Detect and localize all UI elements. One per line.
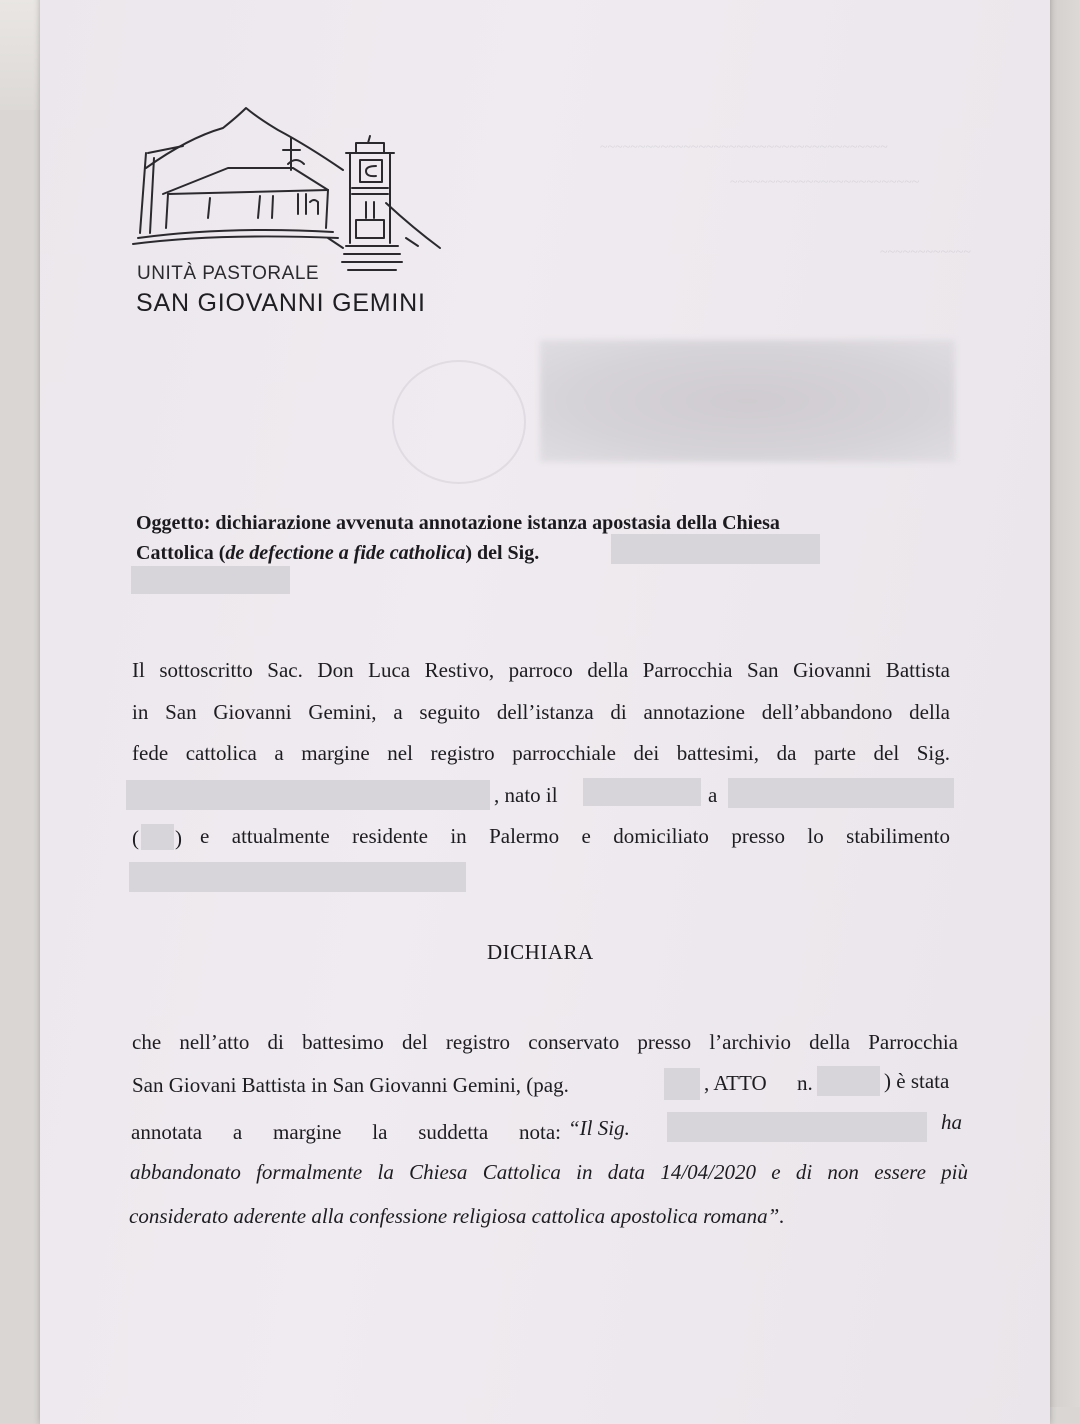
subject-line-2: Cattolica (de defectione a fide catholica) del Sig.	[136, 542, 540, 564]
redacted-name	[126, 780, 490, 810]
body-paren-open: (	[132, 826, 139, 850]
logo-line-parish-name: SAN GIOVANNI GEMINI	[136, 289, 426, 317]
body-line-1: Il sottoscritto Sac. Don Luca Restivo, parroco della Parrocchia San Giovanni Battista	[132, 658, 950, 682]
declaration-n: n.	[797, 1071, 813, 1095]
redacted-address-block	[540, 340, 955, 462]
body-line-2: in San Giovanni Gemini, a seguito dell’istanza di annotazione dell’abbandono della	[132, 700, 950, 724]
redacted-page-number	[664, 1068, 700, 1100]
show-through-text: ~~~~~~~~~~~~~~~~~~~~~~~~~	[730, 175, 920, 190]
subject-latin-phrase: de defectione a fide catholica	[225, 542, 466, 564]
redacted-birth-date	[583, 778, 701, 806]
redacted-province	[141, 824, 174, 850]
body-line-5: e attualmente residente in Palermo e domiciliato presso lo stabilimento	[200, 824, 950, 848]
declaration-line-2a: San Giovani Battista in San Giovanni Gemini, (pag.	[132, 1073, 569, 1097]
declaration-ha: ha	[941, 1110, 962, 1134]
body-paren-close: )	[175, 826, 182, 850]
show-through-text: ~~~~~~~~~~~~~~~~~~~~~~~~~~~~~~~~~~~~~~	[600, 140, 888, 155]
subject-line-1: Oggetto: dichiarazione avvenuta annotazione istanza apostasia della Chiesa	[136, 512, 780, 534]
declaration-atto: , ATTO	[704, 1071, 767, 1095]
redacted-establishment	[129, 862, 466, 892]
declaration-quote-start: “Il Sig.	[568, 1116, 630, 1140]
faint-stamp	[392, 360, 526, 484]
redacted-name	[667, 1112, 927, 1142]
body-line-3: fede cattolica a margine nel registro parrocchiale dei battesimi, da parte del Sig.	[132, 741, 950, 765]
redacted-birth-place	[728, 778, 954, 808]
body-a: a	[708, 783, 718, 807]
declaration-heading: DICHIARA	[487, 940, 594, 964]
declaration-e-stata: ) è stata	[884, 1069, 950, 1093]
redacted-act-number	[817, 1066, 880, 1096]
declaration-line-5: considerato aderente alla confessione religiosa cattolica apostolica romana”.	[129, 1204, 785, 1228]
declaration-line-4: abbandonato formalmente la Chiesa Cattolica in data 14/04/2020 e di non essere più	[130, 1160, 968, 1184]
declaration-line-1: che nell’atto di battesimo del registro conservato presso l’archivio della Parrocchia	[132, 1030, 958, 1054]
redacted-name	[131, 566, 290, 594]
body-nato-il: , nato il	[494, 783, 558, 807]
declaration-line-3a: annotata a margine la suddetta nota:	[131, 1120, 561, 1144]
logo-line-unita-pastorale: UNITÀ PASTORALE	[137, 263, 320, 284]
redacted-name	[611, 534, 820, 564]
show-through-text: ~~~~~~~~~~~~	[880, 245, 971, 260]
parish-logo-drawing	[128, 98, 458, 288]
